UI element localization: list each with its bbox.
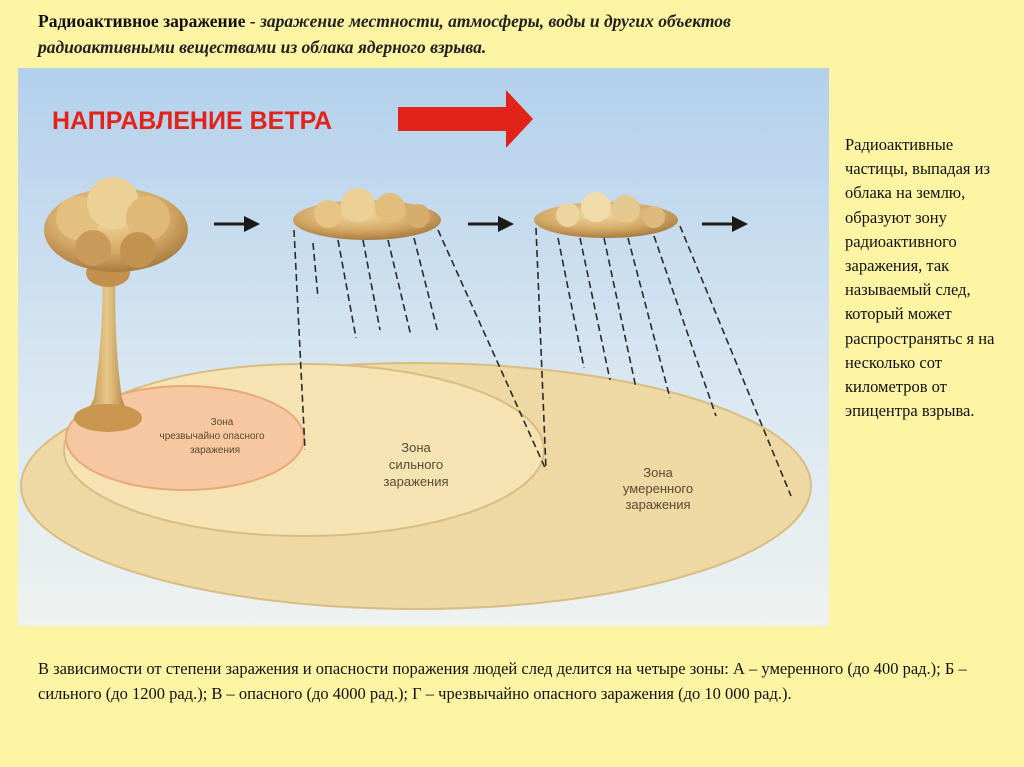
contamination-diagram — [18, 68, 829, 626]
header-definition-1: заражение местности, атмосферы, воды и других объектов — [260, 11, 731, 31]
zone-extreme-label-3: заражения — [189, 445, 241, 456]
header — [38, 8, 998, 60]
zone-strong-label-2: сильного — [388, 457, 444, 472]
zone-extreme-label-2: чрезвычайно опасного — [159, 431, 265, 442]
header-term: Радиоактивное заражение — [38, 11, 246, 31]
zone-strong-label-1: Зона — [401, 440, 431, 455]
header-definition-2: радиоактивными веществами из облака ядерного взрыва. — [38, 37, 487, 57]
zone-moderate-label-3: заражения — [625, 497, 691, 512]
side-description: Радиоактивные частицы, выпадая из облака на землю, образуют зону радиоактивного заражения, так называемый след, который может распространятьс я на несколько сот километров от эпицентра взрыва. — [845, 135, 995, 421]
diagram-svg — [18, 68, 829, 626]
zone-moderate-label-2: умеренного — [622, 481, 694, 496]
wind-direction-label: НАПРАВЛЕНИЕ ВЕТРА — [52, 107, 333, 135]
header-separator: - — [245, 11, 261, 31]
footer-description: В зависимости от степени заражения и опасности поражения людей след делится на четыре зоны: А – умеренного (до 400 рад.); Б – сильного (до 1200 рад.); В – опасного (до 4000 рад.); Г – чрезвычайно опасного заражения (до 10 000 рад.). — [38, 659, 967, 703]
zone-extreme-label-1: Зона — [210, 417, 234, 428]
zone-moderate-label-1: Зона — [643, 465, 673, 480]
zone-strong-label-3: заражения — [383, 474, 449, 489]
header-line-1 — [38, 8, 998, 34]
